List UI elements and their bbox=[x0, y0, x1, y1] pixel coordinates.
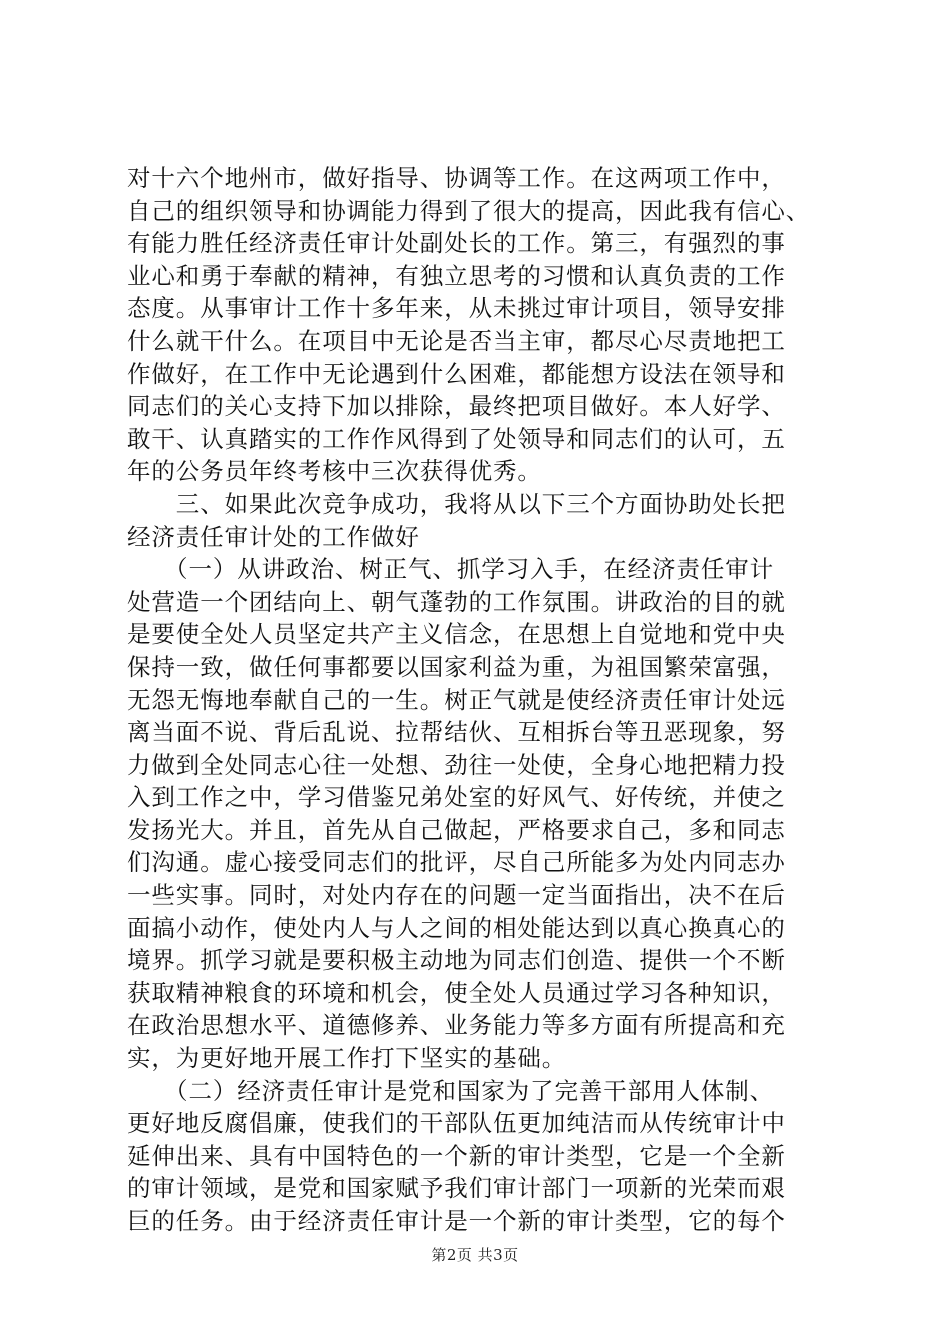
body-text-line: 同志们的关心支持下加以排除，最终把项目做好。本人好学、 bbox=[127, 392, 786, 421]
body-text-line: 作做好，在工作中无论遇到什么困难，都能想方设法在领导和 bbox=[127, 359, 786, 388]
body-text-line: 态度。从事审计工作十多年来，从未挑过审计项目，领导安排 bbox=[127, 294, 786, 323]
body-text-line: 是要使全处人员坚定共产主义信念，在思想上自觉地和党中央 bbox=[127, 620, 786, 649]
body-text-line: 面搞小动作，使处内人与人之间的相处能达到以真心换真心的 bbox=[127, 913, 786, 942]
body-text-line: 实，为更好地开展工作打下坚实的基础。 bbox=[127, 1044, 567, 1073]
body-text-line: （一）从讲政治、树正气、抓学习入手，在经济责任审计 bbox=[127, 555, 775, 584]
body-text-line: 三、如果此次竞争成功，我将从以下三个方面协助处长把 bbox=[127, 489, 786, 518]
body-text-line: 有能力胜任经济责任审计处副处长的工作。第三，有强烈的事 bbox=[127, 229, 786, 258]
body-text-line: 巨的任务。由于经济责任审计是一个新的审计类型，它的每个 bbox=[127, 1207, 786, 1235]
body-text-line: 一些实事。同时，对处内存在的问题一定当面指出，决不在后 bbox=[127, 881, 786, 910]
body-text-line: （二）经济责任审计是党和国家为了完善干部用人体制、 bbox=[127, 1076, 775, 1105]
body-text-line: 处营造一个团结向上、朝气蓬勃的工作氛围。讲政治的目的就 bbox=[127, 587, 786, 616]
page-number-footer: 第2页 共3页 bbox=[431, 1246, 519, 1264]
body-text-line: 境界。抓学习就是要积极主动地为同志们创造、提供一个不断 bbox=[127, 946, 786, 975]
body-text-line: 更好地反腐倡廉，使我们的干部队伍更加纯洁而从传统审计中 bbox=[127, 1109, 786, 1138]
body-text-line: 敢干、认真踏实的工作作风得到了处领导和同志们的认可，五 bbox=[127, 424, 786, 453]
body-text-line: 什么就干什么。在项目中无论是否当主审，都尽心尽责地把工 bbox=[127, 326, 786, 355]
body-text-line: 经济责任审计处的工作做好 bbox=[127, 522, 420, 551]
body-text-line: 年的公务员年终考核中三次获得优秀。 bbox=[127, 457, 542, 486]
body-text-line: 获取精神粮食的环境和机会，使全处人员通过学习各种知识， bbox=[127, 978, 786, 1007]
body-text-line: 在政治思想水平、道德修养、业务能力等多方面有所提高和充 bbox=[127, 1011, 786, 1040]
body-text-line: 对十六个地州市，做好指导、协调等工作。在这两项工作中， bbox=[127, 164, 786, 192]
body-text-line: 的审计领域，是党和国家赋予我们审计部门一项新的光荣而艰 bbox=[127, 1174, 786, 1203]
body-text-line: 保持一致，做任何事都要以国家利益为重，为祖国繁荣富强， bbox=[127, 652, 786, 681]
document-body bbox=[127, 162, 839, 1238]
body-text-line: 无怨无悔地奉献自己的一生。树正气就是使经济责任审计处远 bbox=[127, 685, 786, 714]
body-text-line: 们沟通。虚心接受同志们的批评，尽自己所能多为处内同志办 bbox=[127, 848, 786, 877]
body-text-line: 入到工作之中，学习借鉴兄弟处室的好风气、好传统，并使之 bbox=[127, 783, 786, 812]
body-text-line: 力做到全处同志心往一处想、劲往一处使，全身心地把精力投 bbox=[127, 750, 786, 779]
body-text-line: 自己的组织领导和协调能力得到了很大的提高，因此我有信心、 bbox=[127, 196, 811, 225]
body-text-line: 延伸出来、具有中国特色的一个新的审计类型，它是一个全新 bbox=[127, 1141, 786, 1170]
body-text-line: 发扬光大。并且，首先从自己做起，严格要求自己，多和同志 bbox=[127, 815, 786, 844]
body-text-line: 业心和勇于奉献的精神，有独立思考的习惯和认真负责的工作 bbox=[127, 261, 786, 290]
body-text-line: 离当面不说、背后乱说、拉帮结伙、互相拆台等丑恶现象，努 bbox=[127, 718, 786, 747]
